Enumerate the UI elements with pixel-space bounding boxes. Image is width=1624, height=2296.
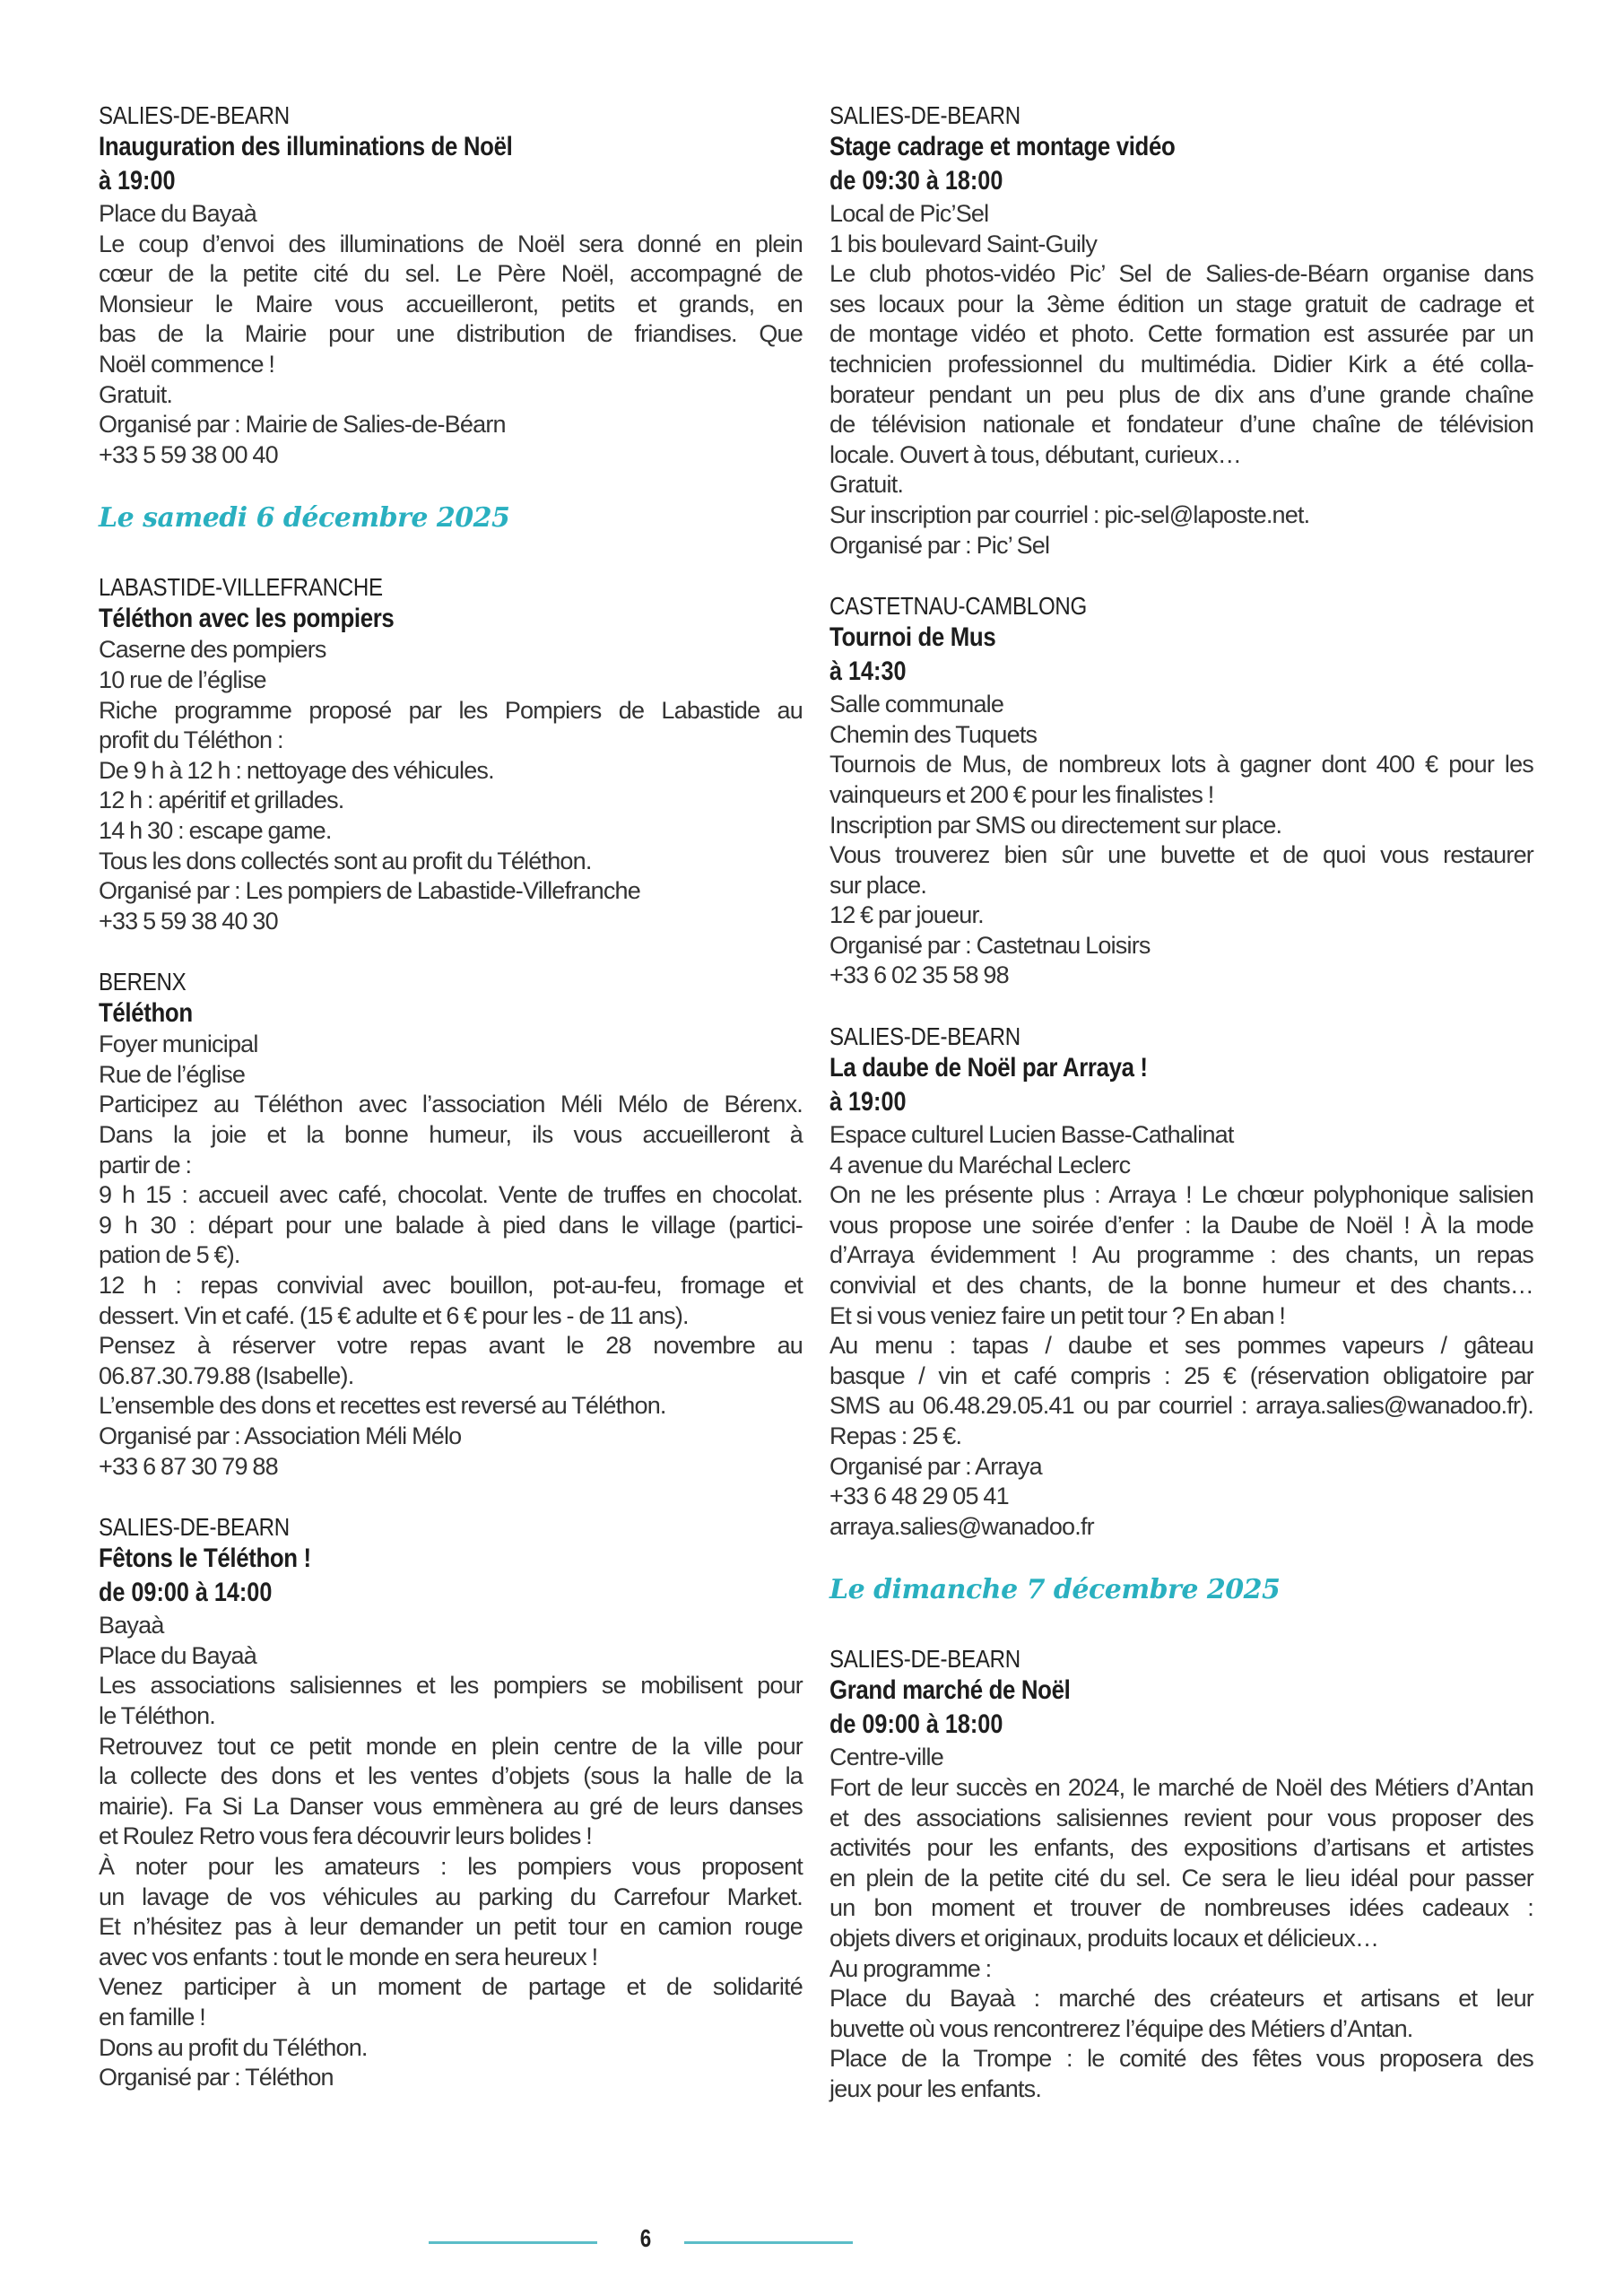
event-telethon-pompiers <box>99 572 803 936</box>
event-text-line: Le coup d’envoi des illuminations de Noël sera donné en plein <box>99 230 803 257</box>
event-inauguration-illuminations <box>99 100 803 470</box>
event-organizer: Organisé par : Association Méli Mélo <box>99 1422 462 1449</box>
event-city: BERENX <box>99 968 187 996</box>
page-footer <box>0 2222 1624 2258</box>
event-text-line: partir de : <box>99 1151 192 1178</box>
event-text-line: d’Arraya évidemment ! Au programme : des chants, un repas <box>829 1241 1533 1269</box>
event-organizer: Organisé par : Les pompiers de Labastide-Villefranche <box>99 877 640 905</box>
event-email-link[interactable]: arraya.salies@wanadoo.fr <box>829 1512 1094 1540</box>
event-time: de 09:00 à 14:00 <box>99 1578 273 1608</box>
event-text-line: Inscription par SMS ou directement sur place. <box>829 811 1282 839</box>
event-tournoi-mus <box>829 591 1533 991</box>
event-address: 4 avenue du Maréchal Leclerc <box>829 1151 1131 1178</box>
event-text-line: vainqueurs et 200 € pour les finalistes ! <box>829 780 1214 808</box>
event-text-line: L’ensemble des dons et recettes est reversé au Téléthon. <box>99 1392 666 1420</box>
event-description <box>829 690 1533 991</box>
event-text-line: Et n’hésitez pas à leur demander un petit tour en camion rouge <box>99 1913 803 1941</box>
event-text-line: Au programme : <box>829 1954 992 1982</box>
event-text-line: De 9 h à 12 h : nettoyage des véhicules. <box>99 756 494 784</box>
event-text-line: 14 h 30 : escape game. <box>99 816 332 844</box>
event-text-line: 9 h 15 : accueil avec café, chocolat. Vente de truffes en chocolat. <box>99 1181 803 1209</box>
event-time: de 09:30 à 18:00 <box>829 166 1003 196</box>
event-text-line: Tournois de Mus, de nombreux lots à gagner dont 400 € pour les <box>829 751 1533 778</box>
event-stage-video <box>829 100 1533 561</box>
date-heading-samedi: Le samedi 6 décembre 2025 <box>99 502 510 535</box>
event-price: 12 € par joueur. <box>829 901 984 929</box>
event-organizer: Organisé par : Arraya <box>829 1452 1042 1480</box>
left-column <box>99 100 803 2124</box>
event-price: Gratuit. <box>99 380 173 408</box>
event-description <box>99 1611 803 2093</box>
date-heading-dimanche: Le dimanche 7 décembre 2025 <box>829 1574 1281 1606</box>
event-description <box>99 199 803 470</box>
event-text-line: et des associations salisiennes revient pour vous proposer des <box>829 1804 1533 1831</box>
event-city: SALIES-DE-BEARN <box>829 1022 1020 1051</box>
event-title: Inauguration des illuminations de Noël <box>99 132 513 161</box>
event-text-line: Et si vous veniez faire un petit tour ? En aban ! <box>829 1301 1286 1329</box>
event-text-line: avec vos enfants : tout le monde en sera heureux ! <box>99 1943 598 1970</box>
event-title: Grand marché de Noël <box>829 1675 1071 1706</box>
event-text-line: la collecte des dons et les ventes d’objets (sous la halle de la <box>99 1762 803 1790</box>
event-organizer: Organisé par : Pic’ Sel <box>829 531 1050 559</box>
event-text-line: et Roulez Retro vous fera découvrir leurs bolides ! <box>99 1822 592 1850</box>
event-text-line: Pensez à réserver votre repas avant le 28 novembre au <box>99 1332 803 1360</box>
event-city: LABASTIDE-VILLEFRANCHE <box>99 573 383 602</box>
event-address: Rue de l’église <box>99 1060 246 1088</box>
event-title: Téléthon avec les pompiers <box>99 604 395 634</box>
event-city: CASTETNAU-CAMBLONG <box>829 592 1088 621</box>
event-text-line: borateur pendant un peu plus de dix ans d’une grande chaîne <box>829 380 1533 408</box>
event-location: Salle communale <box>829 691 1004 718</box>
event-text-line: Dons au profit du Téléthon. <box>99 2033 368 2061</box>
event-text-line: bas de la Mairie pour une distribution de friandises. Que <box>99 320 803 348</box>
event-text-line: profit du Téléthon : <box>99 726 283 754</box>
event-phone: +33 5 59 38 40 30 <box>99 907 278 935</box>
event-location: Centre-ville <box>829 1744 943 1771</box>
event-location: Foyer municipal <box>99 1031 258 1058</box>
event-text-line: 9 h 30 : départ pour une balade à pied dans le village (partici- <box>99 1211 803 1239</box>
event-location: Caserne des pompiers <box>99 636 326 664</box>
right-column <box>829 100 1533 2135</box>
event-price: Gratuit. <box>829 471 904 499</box>
event-grand-marche-noel <box>829 1644 1533 2104</box>
event-text-line: cœur de la petite cité du sel. Le Père Noël, accompagné de <box>99 260 803 288</box>
event-text-line: Dans la joie et la bonne humeur, ils vous accueilleront à <box>99 1121 803 1149</box>
event-phone: +33 6 48 29 05 41 <box>829 1483 1009 1510</box>
event-city: SALIES-DE-BEARN <box>99 101 290 129</box>
event-location: Bayaà <box>99 1612 164 1639</box>
event-city: SALIES-DE-BEARN <box>99 1513 290 1542</box>
event-text-line: Au menu : tapas / daube et ses pommes vapeurs / gâteau <box>829 1332 1533 1360</box>
event-text-line: Place du Bayaà : marché des créateurs et artisans et leur <box>829 1985 1533 2013</box>
event-text-line: objets divers et originaux, produits locaux et délicieux… <box>829 1924 1379 1952</box>
event-daube-noel <box>829 1022 1533 1542</box>
event-address: 1 bis boulevard Saint-Guily <box>829 230 1098 257</box>
event-text-line: Noël commence ! <box>99 350 275 378</box>
event-address: 10 rue de l’église <box>99 665 266 693</box>
event-organizer: Organisé par : Téléthon <box>99 2064 334 2092</box>
event-time: à 19:00 <box>99 166 176 196</box>
event-description <box>99 635 803 936</box>
event-location: Place du Bayaà <box>99 200 256 227</box>
event-text-line: vous propose une soirée d’enfer : la Daube de Noël ! À la mode <box>829 1211 1533 1239</box>
event-fetons-telethon <box>99 1512 803 2093</box>
event-text-line: jeux pour les enfants. <box>829 2074 1042 2102</box>
event-price: Repas : 25 €. <box>829 1422 962 1449</box>
event-text-line: locale. Ouvert à tous, débutant, curieux… <box>829 440 1241 468</box>
event-text-line: Tous les dons collectés sont au profit du Téléthon. <box>99 847 592 874</box>
event-title: Tournoi de Mus <box>829 622 996 653</box>
event-text-line: en plein de la petite cité du sel. Ce sera le lieu idéal pour passer <box>829 1864 1533 1892</box>
event-title: La daube de Noël par Arraya ! <box>829 1053 1148 1083</box>
event-text-line: Le club photos-vidéo Pic’ Sel de Salies-de-Béarn organise dans <box>829 260 1533 288</box>
event-text-line: À noter pour les amateurs : les pompiers vous proposent <box>99 1852 803 1880</box>
event-text-line: sur place. <box>829 871 927 899</box>
footer-rule-left <box>429 2241 597 2244</box>
event-text-line: SMS au 06.48.29.05.41 ou par courriel : arraya.salies@wanadoo.fr). <box>829 1392 1533 1420</box>
event-text-line: en famille ! <box>99 2003 205 2031</box>
event-text-line: le Téléthon. <box>99 1701 216 1729</box>
event-text-line: mairie). Fa Si La Danser vous emmènera au gré de leurs danses <box>99 1792 803 1820</box>
event-text-line: Fort de leur succès en 2024, le marché de Noël des Métiers d’Antan <box>829 1773 1533 1801</box>
event-time: à 14:30 <box>829 657 907 687</box>
event-text-line: de montage vidéo et photo. Cette formation est assurée par un <box>829 320 1533 348</box>
event-registration[interactable]: Sur inscription par courriel : pic-sel@laposte.net. <box>829 500 1310 528</box>
event-text-line: pation de 5 €). <box>99 1241 240 1269</box>
event-text-line: Participez au Téléthon avec l’association Méli Mélo de Bérenx. <box>99 1091 803 1118</box>
event-organizer: Organisé par : Castetnau Loisirs <box>829 931 1151 959</box>
event-text-line: dessert. Vin et café. (15 € adulte et 6 € pour les - de 11 ans). <box>99 1301 689 1329</box>
event-phone: +33 6 02 35 58 98 <box>829 961 1009 989</box>
event-text-line: convivial et des chants, de la bonne humeur et des chants… <box>829 1272 1533 1300</box>
event-organizer: Organisé par : Mairie de Salies-de-Béarn <box>99 411 506 439</box>
event-phone: +33 5 59 38 00 40 <box>99 440 278 468</box>
event-address: Place du Bayaà <box>99 1641 256 1669</box>
event-title: Stage cadrage et montage vidéo <box>829 132 1176 161</box>
event-title: Fêtons le Téléthon ! <box>99 1544 311 1574</box>
event-description <box>99 1030 803 1482</box>
event-text-line: buvette où vous rencontrerez l’équipe des Métiers d’Antan. <box>829 2014 1413 2042</box>
event-text-line: activités pour les enfants, des expositions d’artisans et artistes <box>829 1834 1533 1862</box>
event-text-line: Vous trouverez bien sûr une buvette et de quoi vous restaurer <box>829 841 1533 869</box>
event-description <box>829 199 1533 561</box>
event-text-line: On ne les présente plus : Arraya ! Le chœur polyphonique salisien <box>829 1181 1533 1209</box>
event-description <box>829 1120 1533 1542</box>
event-location: Espace culturel Lucien Basse-Cathalinat <box>829 1121 1234 1149</box>
event-city: SALIES-DE-BEARN <box>829 101 1020 129</box>
event-city: SALIES-DE-BEARN <box>829 1645 1020 1674</box>
event-text-line: Riche programme proposé par les Pompiers de Labastide au <box>99 696 803 724</box>
event-text-line: de télévision nationale et fondateur d’une chaîne de télévision <box>829 411 1533 439</box>
event-location: Local de Pic’Sel <box>829 200 989 227</box>
event-text-line: Les associations salisiennes et les pompiers se mobilisent pour <box>99 1672 803 1700</box>
page-number: 6 <box>639 2224 652 2252</box>
event-text-line: un bon moment et trouver de nombreuses idées cadeaux : <box>829 1894 1533 1922</box>
event-text-line: basque / vin et café compris : 25 € (réservation obligatoire par <box>829 1361 1533 1389</box>
event-title: Téléthon <box>99 998 193 1029</box>
event-telethon-berenx <box>99 967 803 1482</box>
event-text-line: 12 h : apéritif et grillades. <box>99 787 344 814</box>
event-phone: +33 6 87 30 79 88 <box>99 1452 278 1480</box>
event-text-line: Place de la Trompe : le comité des fêtes vous proposera des <box>829 2045 1533 2073</box>
event-text-line: technicien professionnel du multimédia. Didier Kirk a été colla- <box>829 350 1533 378</box>
event-description <box>829 1743 1533 2104</box>
event-time: à 19:00 <box>829 1087 907 1118</box>
event-text-line: Retrouvez tout ce petit monde en plein centre de la ville pour <box>99 1732 803 1760</box>
footer-rule-right <box>684 2241 853 2244</box>
event-address: Chemin des Tuquets <box>829 720 1038 748</box>
event-text-line: 06.87.30.79.88 (Isabelle). <box>99 1361 354 1389</box>
event-text-line: 12 h : repas convivial avec bouillon, pot-au-feu, fromage et <box>99 1272 803 1300</box>
event-time: de 09:00 à 18:00 <box>829 1709 1003 1740</box>
event-text-line: un lavage de vos véhicules au parking du Carrefour Market. <box>99 1883 803 1910</box>
event-text-line: Monsieur le Maire vous accueilleront, petits et grands, en <box>99 290 803 317</box>
event-text-line: Venez participer à un moment de partage et de solidarité <box>99 1973 803 2001</box>
event-text-line: ses locaux pour la 3ème édition un stage gratuit de cadrage et <box>829 290 1533 317</box>
